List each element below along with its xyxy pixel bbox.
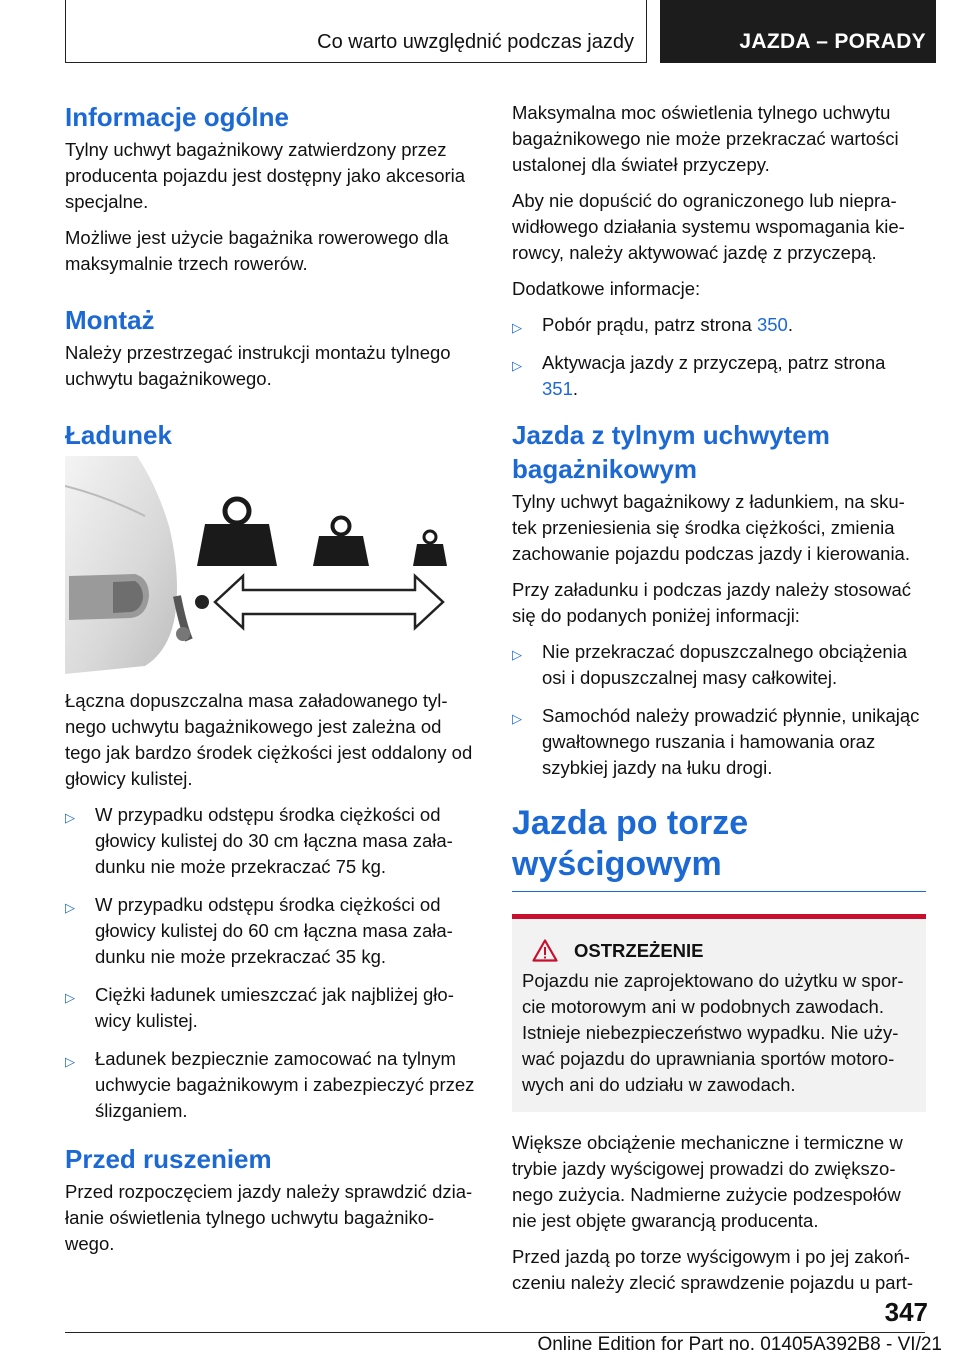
track-heading: Jazda po torze wyścigowym	[512, 804, 749, 883]
more-info-label: Dodatkowe informacje:	[512, 278, 701, 299]
list-item: ▷ Samochód należy prowadzić płynnie, unikając gwałtownego ruszania i hamowania oraz szybkiej jazdy na łuku drogi.	[512, 705, 920, 778]
info-bullet-list	[512, 312, 926, 402]
warning-triangle-icon	[532, 939, 558, 962]
warning-text: Pojazdu nie zaprojektowano do użytku w spor-cie motorowym ani w podobnych zawodach. Istnieje niebezpieczeństwo wypadku. Nie uży-wać pojazdu do uprawniania sportów motoro-wych ani do udziału w zawodach.	[522, 970, 904, 1095]
triangle-right-icon: ▷	[65, 1054, 75, 1069]
list-item: ▷ W przypadku odstępu środka ciężkości od głowicy kulistej do 30 cm łączna masa zała-dunku nie może przekraczać 75 kg.	[65, 804, 453, 877]
load-bullet-list	[65, 802, 479, 1124]
list-item: ▷ Nie przekraczać dopuszczalnego obciążenia osi i dopuszczalnej masy całkowitej.	[512, 641, 908, 688]
triangle-right-icon: ▷	[65, 810, 75, 825]
load-heading: Ładunek	[65, 420, 172, 450]
list-item: ▷ Ciężki ładunek umieszczać jak najbliżej gło-wicy kulistej.	[65, 984, 454, 1031]
triangle-right-icon: ▷	[512, 647, 522, 662]
mount-paragraph: Należy przestrzegać instrukcji montażu tylnego uchwytu bagażnikowego.	[65, 342, 451, 389]
page-ref-link[interactable]: 351	[542, 378, 573, 399]
header-chapter-title: JAZDA – PORADY	[739, 30, 926, 53]
general-paragraph-1: Tylny uchwyt bagażnikowy zatwierdzony przez producenta pojazdu jest dostępny jako akcesoria specjalne.	[65, 139, 466, 212]
triangle-right-icon: ▷	[512, 711, 522, 726]
page-ref-link[interactable]: 350	[756, 314, 788, 335]
load-paragraph: Łączna dopuszczalna masa załadowanego tyl-nego uchwytu bagażnikowego jest zależna od tego jak bardzo środek ciężkości jest oddalony od głowicy kulistej.	[65, 690, 473, 789]
list-item: ▷ Pobór prądu, patrz strona 350.	[512, 312, 926, 338]
track-paragraph-2: Przed jazdą po torze wyścigowym i po jej zakoń-czeniu należy zlecić sprawdzenie pojazdu u part-	[512, 1246, 914, 1293]
list-item: ▷ Ładunek bezpiecznie zamocować na tylnym uchwycie bagażnikowym i zabezpieczyć przez ślizganiem.	[65, 1048, 475, 1121]
lighting-paragraph: Maksymalna moc oświetlenia tylnego uchwytu bagażnikowego nie może przekraczać wartości ustalonej dla świateł przyczepy.	[512, 102, 899, 175]
drive-paragraph-1: Tylny uchwyt bagażnikowy z ładunkiem, na sku-tek przeniesienia się środka ciężkości, zmienia zachowanie pojazdu podczas jazdy i kierowania.	[512, 491, 910, 564]
header-section-box	[65, 0, 647, 63]
track-paragraph-1: Większe obciążenie mechaniczne i termiczne w trybie jazdy wyścigowej prowadzi do zwiększo-nego zużycia. Nadmierne zużycie podzespołów nie jest objęte gwarancją producenta.	[512, 1132, 903, 1231]
header-chapter-box	[660, 0, 936, 63]
left-column	[65, 100, 479, 1267]
warning-box	[512, 914, 926, 1112]
list-item: ▷ W przypadku odstępu środka ciężkości od głowicy kulistej do 60 cm łączna masa zała-dunku nie może przekraczać 35 kg.	[65, 894, 453, 967]
triangle-right-icon: ▷	[65, 900, 75, 915]
start-paragraph: Przed rozpoczęciem jazdy należy sprawdzić dzia-łanie oświetlenia tylnego uchwytu bagażniko-wego.	[65, 1181, 473, 1254]
triangle-right-icon: ▷	[512, 320, 522, 335]
drive-bullet-list	[512, 639, 926, 781]
drive-paragraph-2: Przy załadunku i podczas jazdy należy stosować się do podanych poniżej informacji:	[512, 579, 911, 626]
assist-paragraph: Aby nie dopuścić do ograniczonego lub niepra-widłowego działania systemu wspomagania kie-rowcy, należy aktywować jazdę z przyczepą.	[512, 190, 905, 263]
mount-heading: Montaż	[65, 305, 155, 335]
warning-title: OSTRZEŻENIE	[574, 939, 704, 961]
general-paragraph-2: Możliwe jest użycie bagażnika rowerowego dla maksymalnie trzech rowerów.	[65, 227, 449, 274]
load-distance-illustration	[65, 456, 460, 674]
page-number: 347	[884, 1297, 928, 1327]
heading-divider	[512, 891, 926, 892]
footer-edition: Online Edition for Part no. 01405A392B8 - VI/21	[537, 1334, 942, 1355]
drive-heading: Jazda z tylnym uchwytem bagażnikowym	[512, 420, 830, 484]
list-item: ▷ Aktywacja jazdy z przyczepą, patrz strona 351.	[512, 352, 886, 399]
triangle-right-icon: ▷	[512, 358, 522, 373]
header-section-title: Co warto uwzględnić podczas jazdy	[317, 31, 634, 53]
start-heading: Przed ruszeniem	[65, 1144, 272, 1174]
right-column	[512, 100, 926, 1306]
triangle-right-icon: ▷	[65, 990, 75, 1005]
general-heading: Informacje ogólne	[65, 102, 289, 132]
footer-divider	[65, 1332, 925, 1333]
